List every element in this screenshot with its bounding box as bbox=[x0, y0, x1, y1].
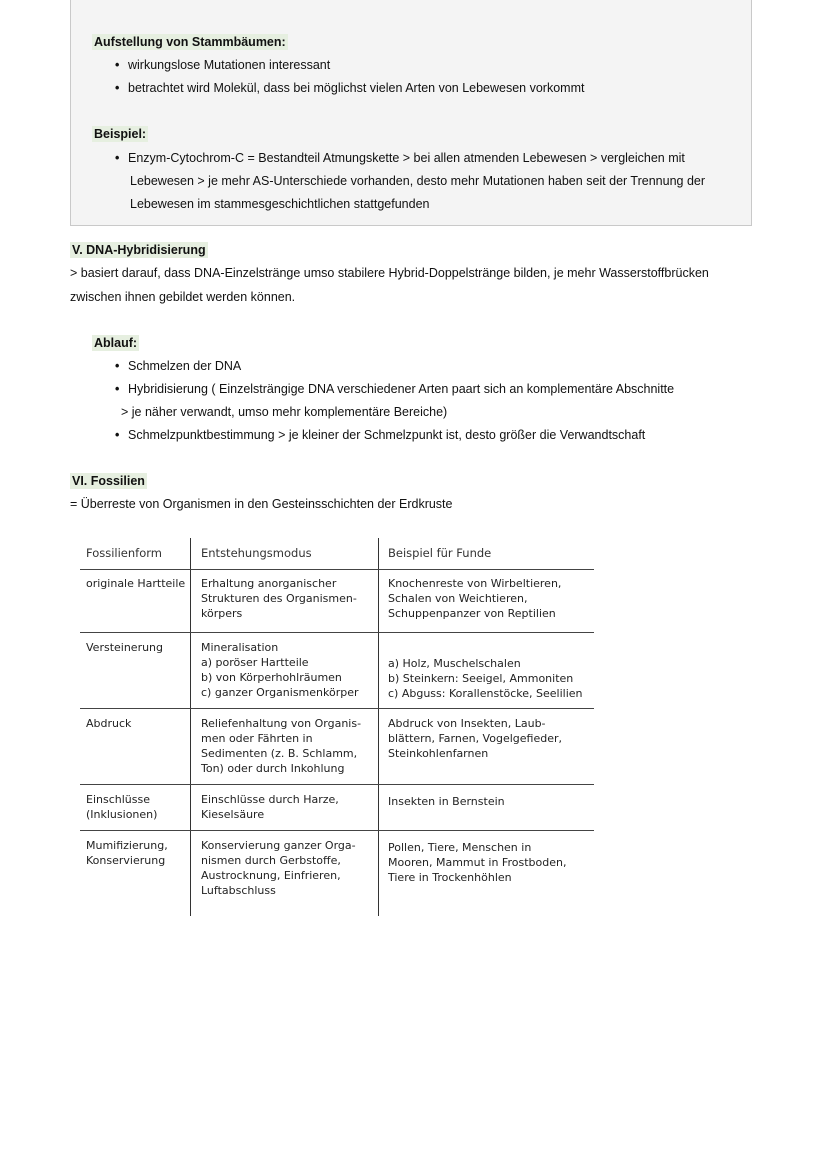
example-heading: Beispiel: bbox=[94, 127, 147, 141]
ablauf-label: Ablauf: bbox=[94, 336, 138, 350]
ablauf-step: • Schmelzen der DNA bbox=[128, 358, 241, 374]
table-cell-form: Abdruck bbox=[86, 717, 132, 730]
table-cell-form: Einschlüsse (Inklusionen) bbox=[86, 793, 158, 821]
example-line: • Enzym-Cytochrom-C = Bestandteil Atmungskette > bei allen atmenden Lebewesen > vergleichen mit bbox=[128, 150, 685, 166]
table-cell-form: Mumifizierung, Konservierung bbox=[86, 839, 168, 867]
table-cell-mode: Mineralisation a) poröser Hartteile b) von Körperhohlräumen c) ganzer Organismenkörper bbox=[201, 641, 359, 699]
intro-line: > basiert darauf, dass DNA-Einzelstränge umso stabilere Hybrid-Doppelstränge bilden, je mehr Wasserstoffbrücken bbox=[70, 266, 709, 280]
fossilien-definition: = Überreste von Organismen in den Gesteinsschichten der Erdkruste bbox=[70, 497, 453, 511]
table-cell-mode: Reliefenhaltung von Organis- men oder Fährten in Sedimenten (z. B. Schlamm, Ton) oder durch Inkohlung bbox=[201, 717, 362, 775]
box-bullet: • betrachtet wird Molekül, dass bei möglichst vielen Arten von Lebewesen vorkommt bbox=[128, 80, 584, 96]
section-title-dna-hybridisierung: V. DNA-Hybridisierung bbox=[72, 243, 206, 257]
table-cell-mode: Erhaltung anorganischer Strukturen des Organismen- körpers bbox=[201, 577, 357, 620]
table-cell-mode: Einschlüsse durch Harze, Kieselsäure bbox=[201, 793, 339, 821]
ablauf-step: • Hybridisierung ( Einzelsträngige DNA verschiedener Arten paart sich an komplementäre Abschnitte bbox=[128, 381, 674, 397]
table-cell-examples: Pollen, Tiere, Menschen in Mooren, Mammut in Frostboden, Tiere in Trockenhöhlen bbox=[388, 841, 567, 884]
table-cell-form: Versteinerung bbox=[86, 641, 164, 654]
table-header: Entstehungsmodus bbox=[201, 546, 312, 560]
table-header: Fossilienform bbox=[86, 546, 162, 560]
box-heading: Aufstellung von Stammbäumen: bbox=[94, 35, 286, 49]
table-cell-mode: Konservierung ganzer Orga- nismen durch Gerbstoffe, Austrocknung, Einfrieren, Luftabschluss bbox=[201, 839, 356, 897]
fossil-table bbox=[80, 536, 594, 916]
example-line: Lebewesen > je mehr AS-Unterschiede vorhanden, desto mehr Mutationen haben seit der Trennung der bbox=[130, 174, 706, 188]
example-line: Lebewesen im stammesgeschichtlichen stattgefunden bbox=[130, 197, 430, 211]
table-cell-examples: a) Holz, Muschelschalen b) Steinkern: Seeigel, Ammoniten c) Abguss: Korallenstöcke, Seelilien bbox=[388, 657, 583, 700]
ablauf-step: • Schmelzpunktbestimmung > je kleiner der Schmelzpunkt ist, desto größer die Verwandtschaft bbox=[128, 427, 645, 443]
table-cell-examples: Insekten in Bernstein bbox=[388, 795, 505, 808]
table-cell-examples: Knochenreste von Wirbeltieren, Schalen von Weichtieren, Schuppenpanzer von Reptilien bbox=[388, 577, 562, 620]
table-cell-examples: Abdruck von Insekten, Laub- blättern, Farnen, Vogelgefieder, Steinkohlenfarnen bbox=[388, 717, 562, 760]
table-header: Beispiel für Funde bbox=[388, 546, 492, 560]
section-title-fossilien: VI. Fossilien bbox=[72, 474, 145, 488]
ablauf-step-continuation: > je näher verwandt, umso mehr komplementäre Bereiche) bbox=[121, 405, 448, 419]
intro-line: zwischen ihnen gebildet werden können. bbox=[70, 290, 296, 304]
box-bullet: • wirkungslose Mutationen interessant bbox=[128, 57, 330, 73]
table-cell-form: originale Hartteile bbox=[86, 577, 186, 590]
